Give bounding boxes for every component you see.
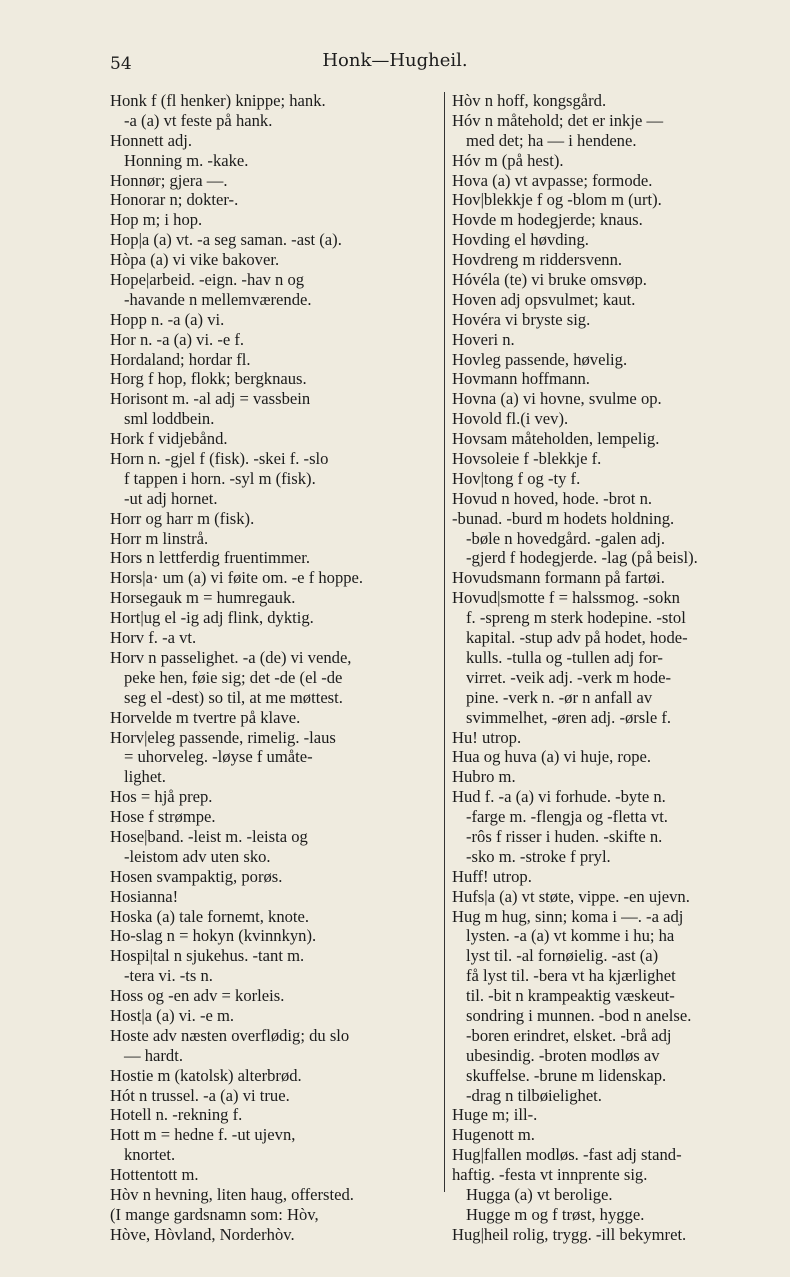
entry-line: Horv f. -a vt.	[110, 628, 197, 648]
entry-line: Hugge m og f trøst, hygge.	[466, 1204, 645, 1224]
entry-line: Hóvéla (te) vi bruke omsvøp.	[452, 270, 647, 290]
entry-line: Hospi|tal n sjukehus. -tant m.	[110, 946, 305, 966]
entry-line: -sko m. -stroke f pryl.	[466, 846, 611, 866]
entry-line: Horisont m. -al adj = vassbein	[110, 389, 311, 409]
entry-line: Hòve, Hòvland, Norderhòv.	[110, 1224, 295, 1244]
entry-line: Hug|heil rolig, trygg. -ill bekymret.	[452, 1224, 687, 1244]
entry-line: Hova (a) vt avpasse; formode.	[452, 170, 653, 190]
entry-line: -farge m. -flengja og -fletta vt.	[466, 807, 668, 827]
entry-line: Hovold fl.(i vev).	[452, 409, 569, 429]
entry-line: -tera vi. -ts n.	[124, 966, 213, 986]
entry-line: -havande n mellemværende.	[124, 289, 312, 309]
entry-line: Hov|blekkje f og -blom m (urt).	[452, 190, 662, 210]
entry-line: Hufs|a (a) vt støte, vippe. -en ujevn.	[452, 886, 690, 906]
entry-line: Hud f. -a (a) vi forhude. -byte n.	[452, 787, 666, 807]
entry-line: Hott m = hedne f. -ut ujevn,	[110, 1125, 296, 1145]
entry-line: Hovleg passende, høvelig.	[452, 349, 628, 369]
entry-line: Hope|arbeid. -eign. -hav n og	[110, 270, 305, 290]
entry-line: Hovudsmann formann på fartøi.	[452, 568, 665, 588]
entry-line: Hòv n hevning, liten haug, offersted.	[110, 1184, 354, 1204]
entry-line: Hugenott m.	[452, 1125, 535, 1145]
entry-line: kapital. -stup adv på hodet, hode-	[466, 628, 688, 648]
entry-line: Hu! utrop.	[452, 727, 522, 747]
entry-line: sml loddbein.	[124, 409, 215, 429]
entry-line: Huff! utrop.	[452, 866, 532, 886]
entry-line: ubesindig. -broten modløs av	[466, 1045, 660, 1065]
entry-line: svimmelhet, -øren adj. -ørsle f.	[466, 707, 672, 727]
entry-line: Honorar n; dokter-.	[110, 190, 239, 210]
entry-line: Hose f strømpe.	[110, 807, 216, 827]
entry-line: -bøle n hovedgård. -galen adj.	[466, 528, 666, 548]
entry-line: Hovding el høvding.	[452, 230, 589, 250]
entry-line: Hoveri n.	[452, 329, 515, 349]
entry-line: Hug|fallen modløs. -fast adj stand-	[452, 1145, 682, 1165]
entry-line: Hovna (a) vi hovne, svulme op.	[452, 389, 662, 409]
entry-line: (I mange gardsnamn som: Hòv,	[110, 1204, 319, 1224]
entry-line: Hop m; i hop.	[110, 210, 203, 230]
entry-line: Hordaland; hordar fl.	[110, 349, 251, 369]
entry-line: peke hen, føie sig; det -de (el -de	[124, 667, 343, 687]
entry-line: Horr og harr m (fisk).	[110, 508, 255, 528]
column-divider	[444, 92, 445, 1192]
entry-line: sondring i munnen. -bod n anelse.	[466, 1005, 692, 1025]
entry-line: Honnett adj.	[110, 130, 193, 150]
entry-line: Hov|tong f og -ty f.	[452, 468, 581, 488]
entry-line: Horn n. -gjel f (fisk). -skei f. -slo	[110, 449, 329, 469]
entry-line: Hovde m hodegjerde; knaus.	[452, 210, 643, 230]
entry-line: knortet.	[124, 1145, 176, 1165]
entry-line: virret. -veik adj. -verk m hode-	[466, 667, 672, 687]
entry-line: Hovsam måteholden, lempelig.	[452, 429, 660, 449]
entry-line: haftig. -festa vt innprente sig.	[452, 1165, 648, 1185]
entry-line: Host|a (a) vi. -e m.	[110, 1005, 235, 1025]
left-column	[110, 91, 438, 1245]
entry-line: -boren erindret, elsket. -brå adj	[466, 1025, 672, 1045]
entry-line: Hòv n hoff, kongsgård.	[452, 91, 607, 110]
entry-line: lyst til. -al fornøielig. -ast (a)	[466, 946, 659, 966]
entry-line: -gjerd f hodegjerde. -lag (på beisl).	[466, 548, 698, 568]
entry-line: f tappen i horn. -syl m (fisk).	[124, 468, 316, 488]
entry-line: -a (a) vt feste på hank.	[124, 110, 273, 130]
entry-line: Hovéra vi bryste sig.	[452, 309, 591, 329]
entry-line: Honk f (fl henker) knippe; hank.	[110, 91, 326, 110]
entry-line: Hoven adj opsvulmet; kaut.	[452, 289, 636, 309]
entry-line: Hork f vidjebånd.	[110, 429, 228, 449]
entry-line: Hóv n måtehold; det er inkje —	[452, 110, 664, 130]
entry-line: Hót n trussel. -a (a) vi true.	[110, 1085, 290, 1105]
entry-line: Hosianna!	[110, 886, 179, 906]
entry-line: Honning m. -kake.	[124, 150, 249, 170]
entry-line: Hubro m.	[452, 767, 516, 787]
entry-line: Hop|a (a) vt. -a seg saman. -ast (a).	[110, 230, 342, 250]
entry-line: Hovud n hoved, hode. -brot n.	[452, 488, 653, 508]
entry-line: Hòpa (a) vi vike bakover.	[110, 250, 280, 270]
entry-line: Hug m hug, sinn; koma i —. -a adj	[452, 906, 684, 926]
entry-line: Horv|eleg passende, rimelig. -laus	[110, 727, 336, 747]
entry-line: lysten. -a (a) vt komme i hu; ha	[466, 926, 675, 946]
running-head: Honk—Hugheil.	[322, 50, 468, 71]
entry-line: Hottentott m.	[110, 1165, 199, 1185]
entry-line: Hovdreng m riddersvenn.	[452, 250, 623, 270]
entry-line: Hosen svampaktig, porøs.	[110, 866, 283, 886]
entry-line: Honnør; gjera —.	[110, 170, 228, 190]
entry-line: Hors|a· um (a) vi føite om. -e f hoppe.	[110, 568, 364, 588]
entry-line: seg el -dest) so til, at me møttest.	[124, 687, 343, 707]
entry-line: Hoska (a) tale fornemt, knote.	[110, 906, 310, 926]
entry-line: Hoss og -en adv = korleis.	[110, 986, 285, 1006]
entry-line: Hovsoleie f -blekkje f.	[452, 449, 602, 469]
entry-line: Ho-slag n = hokyn (kvinnkyn).	[110, 926, 317, 946]
entry-line: Hose|band. -leist m. -leista og	[110, 826, 308, 846]
right-column	[452, 91, 782, 1245]
entry-line: f. -spreng m sterk hodepine. -stol	[466, 608, 686, 628]
entry-line: til. -bit n krampeaktig væskeut-	[466, 986, 675, 1006]
entry-line: Horvelde m tvertre på klave.	[110, 707, 301, 727]
entry-line: -leistom adv uten sko.	[124, 846, 271, 866]
entry-line: -rôs f risser i huden. -skifte n.	[466, 826, 663, 846]
entry-line: -drag n tilbøielighet.	[466, 1085, 602, 1105]
entry-line: Hostie m (katolsk) alterbrød.	[110, 1065, 302, 1085]
entry-line: Hua og huva (a) vi huje, rope.	[452, 747, 652, 767]
entry-line: Horg f hop, flokk; bergknaus.	[110, 369, 307, 389]
entry-line: Hort|ug el -ig adj flink, dyktig.	[110, 608, 314, 628]
entry-line: Hor n. -a (a) vi. -e f.	[110, 329, 245, 349]
entry-line: Horr m linstrå.	[110, 528, 209, 548]
entry-line: skuffelse. -brune m lidenskap.	[466, 1065, 667, 1085]
entry-line: Hoste adv næsten overflødig; du slo	[110, 1025, 350, 1045]
entry-line: -bunad. -burd m hodets holdning.	[452, 508, 675, 528]
entry-line: Hopp n. -a (a) vi.	[110, 309, 225, 329]
entry-line: kulls. -tulla og -tullen adj for-	[466, 647, 663, 667]
entry-line: = uhorveleg. -løyse f umåte-	[124, 747, 313, 767]
entry-line: lighet.	[124, 767, 166, 787]
entry-line: Hovmann hoffmann.	[452, 369, 590, 389]
entry-line: Hóv m (på hest).	[452, 150, 564, 170]
entry-line: Hors n lettferdig fruentimmer.	[110, 548, 310, 568]
page-number: 54	[110, 54, 132, 74]
entry-line: Horv n passelighet. -a (de) vi vende,	[110, 647, 352, 667]
entry-line: Horsegauk m = humregauk.	[110, 588, 296, 608]
entry-line: -ut adj hornet.	[124, 488, 218, 508]
entry-line: Hugga (a) vt berolige.	[466, 1184, 613, 1204]
entry-line: — hardt.	[124, 1045, 183, 1065]
entry-line: pine. -verk n. -ør n anfall av	[466, 687, 653, 707]
entry-line: Hotell n. -rekning f.	[110, 1105, 243, 1125]
entry-line: Hovud|smotte f = halssmog. -sokn	[452, 588, 680, 608]
entry-line: Huge m; ill-.	[452, 1105, 538, 1125]
entry-line: Hos = hjå prep.	[110, 787, 213, 807]
entry-line: med det; ha — i hendene.	[466, 130, 637, 150]
entry-line: få lyst til. -bera vt ha kjærlighet	[466, 966, 676, 986]
